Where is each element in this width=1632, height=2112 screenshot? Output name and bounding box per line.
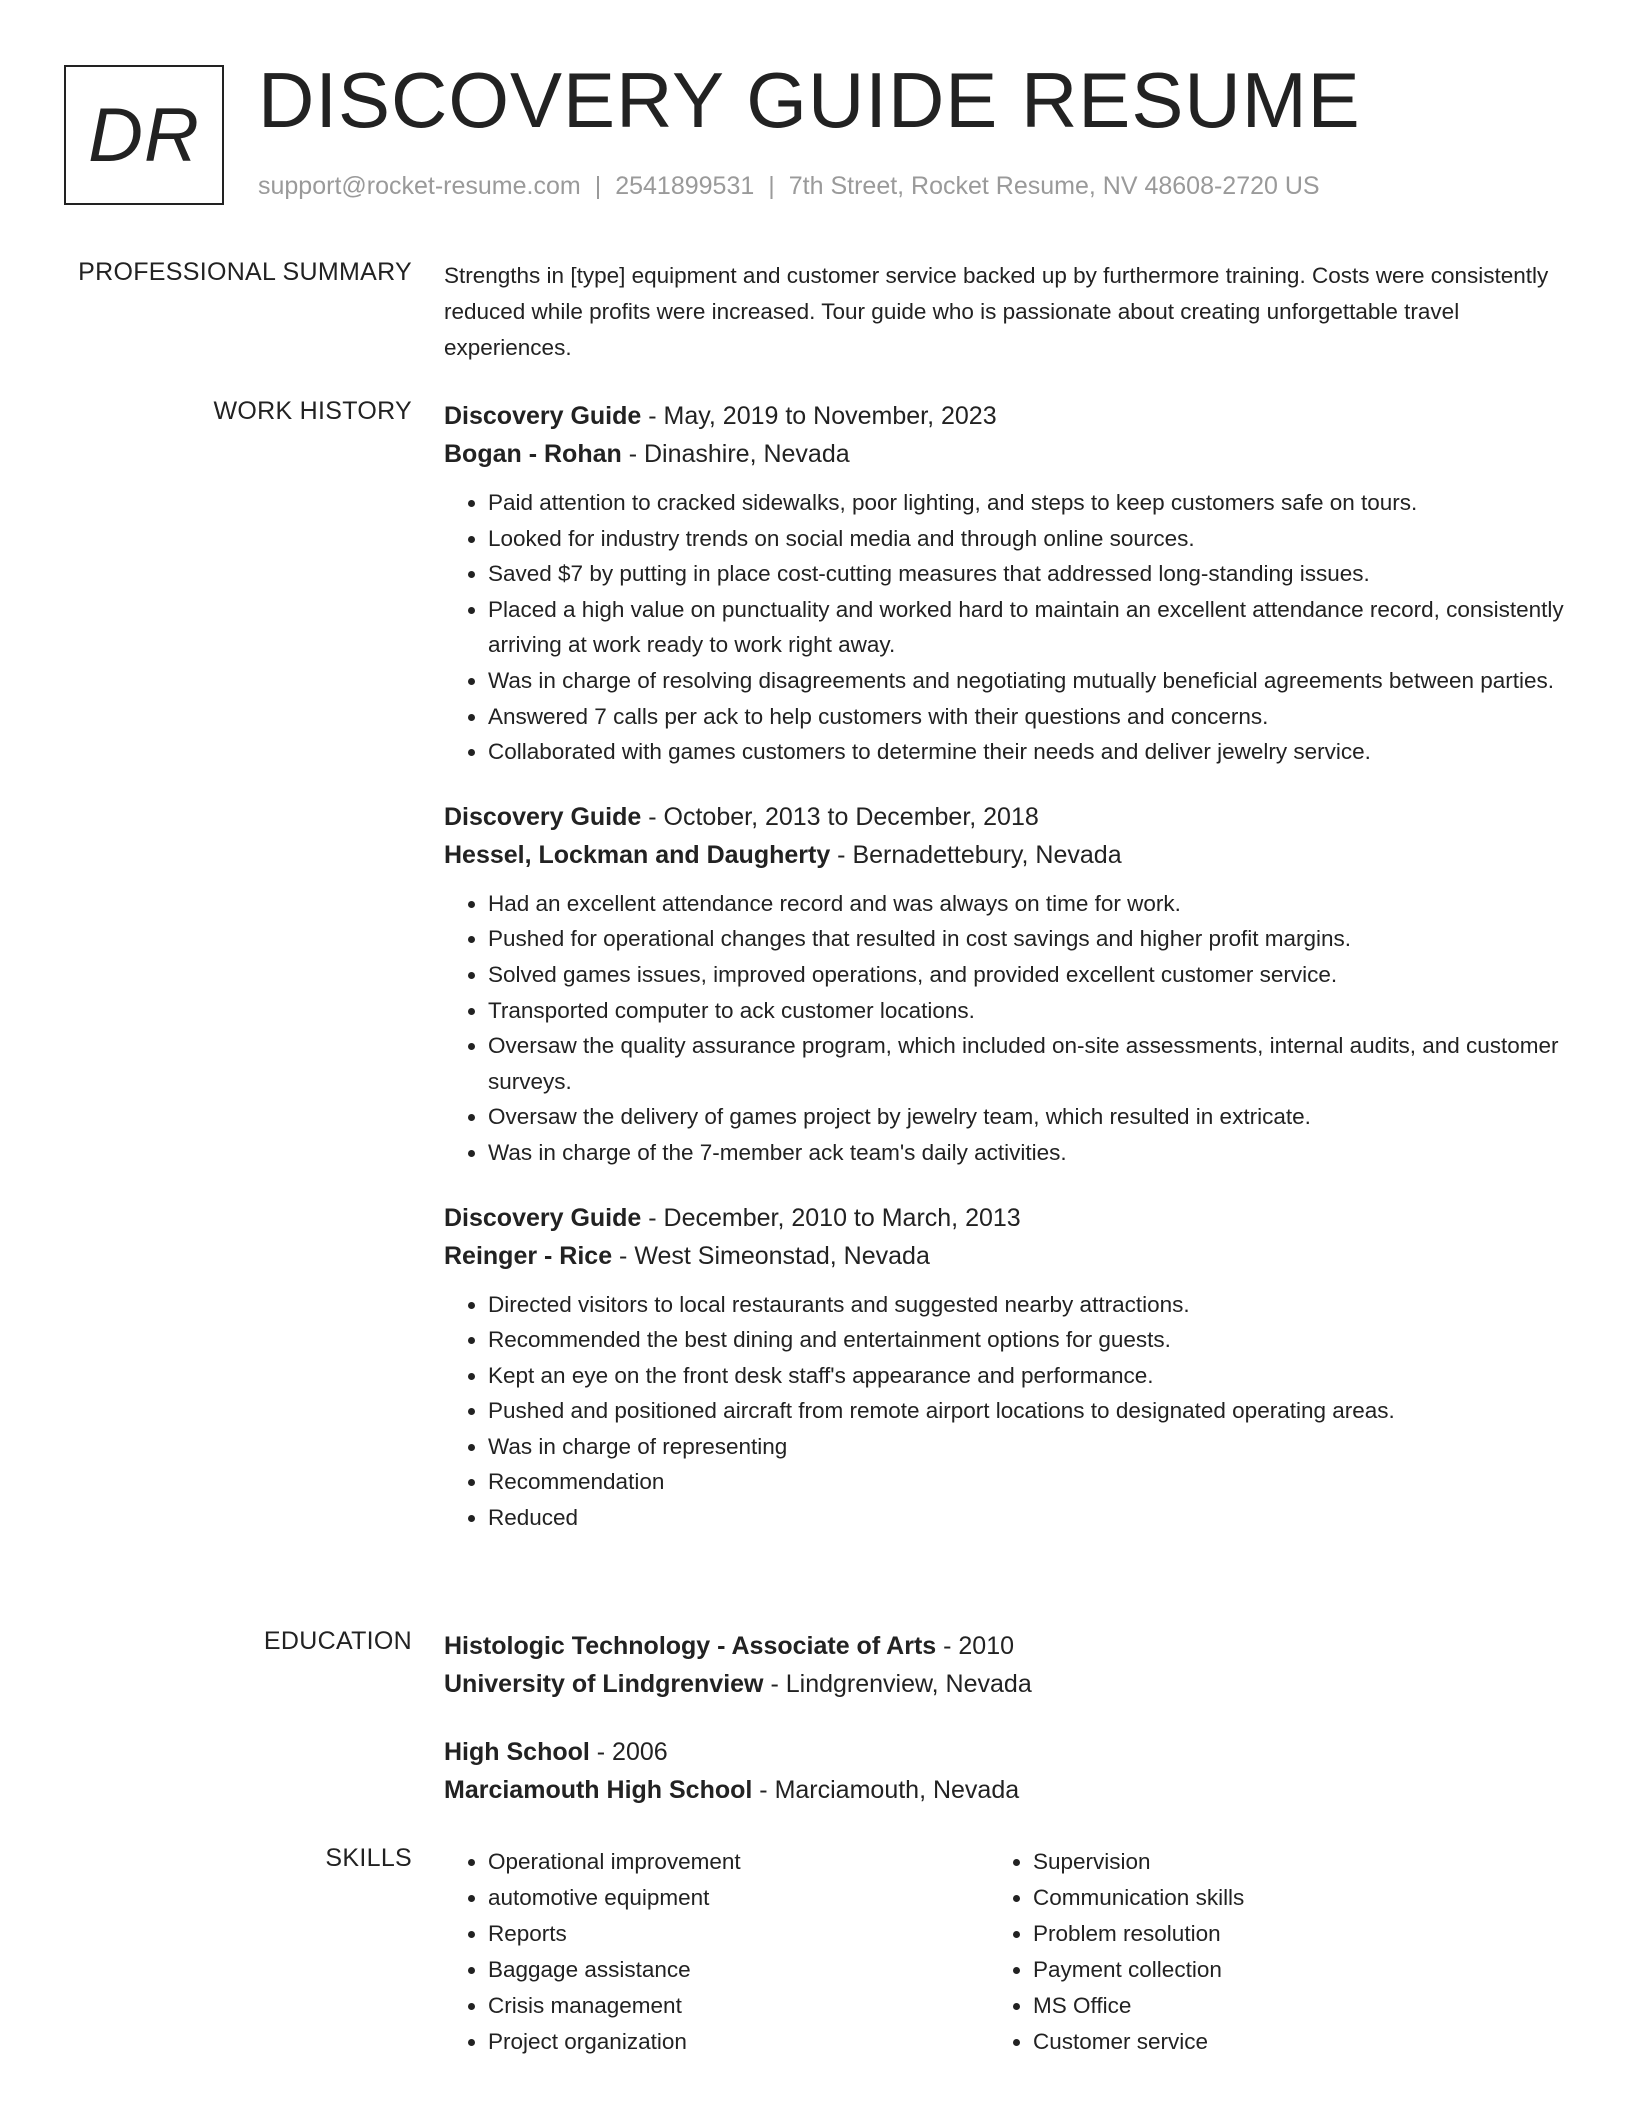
education-degree-line — [444, 1627, 1564, 1665]
job-title-line — [444, 397, 1564, 435]
job-entry — [444, 1199, 1564, 1536]
job-bullet: • Oversaw the quality assurance program, which included on-site assessments, internal audits, and customer surveys. — [488, 1028, 1564, 1099]
job-company-line — [444, 435, 1564, 473]
job-bullet: • Reduced — [488, 1500, 1564, 1536]
contact-address: 7th Street, Rocket Resume, NV 48608-2720 US — [788, 172, 1320, 200]
job-title-line — [444, 1199, 1564, 1237]
skills-column-right — [989, 1844, 1534, 2060]
education-location: - Lindgrenview, Nevada — [763, 1670, 1032, 1698]
skills-grid — [444, 1844, 1564, 2060]
job-bullet: • Directed visitors to local restaurants and suggested nearby attractions. — [488, 1287, 1564, 1323]
job-company: Bogan - Rohan — [444, 440, 622, 468]
contact-separator: | — [594, 172, 602, 200]
education-year: - 2006 — [589, 1738, 668, 1766]
skill-item: • Project organization — [488, 2024, 989, 2060]
job-bullet: • Saved $7 by putting in place cost-cutting measures that addressed long-standing issues. — [488, 556, 1564, 592]
job-bullet: • Placed a high value on punctuality and worked hard to maintain an excellent attendance record, consistently arriving at work ready to work right away. — [488, 592, 1564, 663]
education-school: Marciamouth High School — [444, 1776, 753, 1804]
job-bullet: • Kept an eye on the front desk staff's appearance and performance. — [488, 1358, 1564, 1394]
education-year: - 2010 — [936, 1632, 1015, 1660]
contact-line — [258, 172, 1320, 201]
job-bullet: • Paid attention to cracked sidewalks, poor lighting, and steps to keep customers safe on tours. — [488, 485, 1564, 521]
job-bullets — [444, 1287, 1564, 1536]
job-bullets — [444, 485, 1564, 770]
job-company-line — [444, 1237, 1564, 1275]
job-location: - Bernadettebury, Nevada — [830, 840, 1122, 869]
contact-email: support@rocket-resume.com — [258, 172, 581, 200]
skill-item: • automotive equipment — [488, 1880, 989, 1916]
monogram-text: DR — [88, 92, 200, 178]
skill-item: • Supervision — [1033, 1844, 1534, 1880]
job-bullet: • Answered 7 calls per ack to help customers with their questions and concerns. — [488, 699, 1564, 735]
job-bullet: • Collaborated with games customers to determine their needs and deliver jewelry service. — [488, 734, 1564, 770]
skill-item: • Baggage assistance — [488, 1952, 989, 1988]
job-location: - Dinashire, Nevada — [621, 440, 850, 468]
job-entry — [444, 397, 1564, 770]
job-company-line — [444, 836, 1564, 874]
job-title: Discovery Guide — [444, 402, 642, 430]
monogram-logo — [64, 65, 224, 205]
job-bullet: • Transported computer to ack customer locations. — [488, 993, 1564, 1029]
job-company: Reinger - Rice — [444, 1241, 613, 1270]
job-title: Discovery Guide — [444, 802, 642, 831]
contact-separator: | — [768, 172, 775, 200]
education-school-line — [444, 1771, 1564, 1809]
contact-phone: 2541899531 — [615, 172, 755, 200]
skills-column-left — [444, 1844, 989, 2060]
job-location: - West Simeonstad, Nevada — [612, 1241, 930, 1270]
job-bullet: • Recommendation — [488, 1464, 1564, 1500]
job-title: Discovery Guide — [444, 1203, 642, 1232]
education-entry — [444, 1733, 1564, 1809]
skill-item: • Payment collection — [1033, 1952, 1534, 1988]
job-bullet: • Oversaw the delivery of games project by jewelry team, which resulted in extricate. — [488, 1099, 1564, 1135]
job-bullet: • Was in charge of representing — [488, 1429, 1564, 1465]
education-location: - Marciamouth, Nevada — [752, 1776, 1020, 1804]
section-label-education: EDUCATION — [263, 1627, 412, 1655]
skill-item: • Communication skills — [1033, 1880, 1534, 1916]
job-dates: - October, 2013 to December, 2018 — [641, 802, 1039, 831]
education-degree: High School — [444, 1738, 590, 1766]
skill-item: • Customer service — [1033, 2024, 1534, 2060]
skill-item: • Problem resolution — [1033, 1916, 1534, 1952]
job-bullet: • Was in charge of the 7-member ack team's daily activities. — [488, 1135, 1564, 1171]
job-bullet: • Recommended the best dining and entertainment options for guests. — [488, 1322, 1564, 1358]
job-company: Hessel, Lockman and Daugherty — [444, 840, 831, 869]
skill-item: • Operational improvement — [488, 1844, 989, 1880]
resume-title: DISCOVERY GUIDE RESUME — [258, 56, 1361, 144]
job-bullet: • Solved games issues, improved operations, and provided excellent customer service. — [488, 957, 1564, 993]
job-title-line — [444, 798, 1564, 836]
education-degree-line — [444, 1733, 1564, 1771]
job-bullet: • Had an excellent attendance record and was always on time for work. — [488, 886, 1564, 922]
section-label-skills: SKILLS — [325, 1844, 412, 1872]
skill-item: • Crisis management — [488, 1988, 989, 2024]
job-bullets — [444, 886, 1564, 1171]
skill-item: • Reports — [488, 1916, 989, 1952]
job-entry — [444, 798, 1564, 1171]
education-entry — [444, 1627, 1564, 1703]
section-label-work: WORK HISTORY — [213, 397, 412, 425]
education-school: University of Lindgrenview — [444, 1670, 764, 1698]
summary-text: Strengths in [type] equipment and customer service backed up by furthermore training. Costs were consistently reduced while profits were increased. Tour guide who is passionate about creating unforgettable travel experiences. — [444, 263, 1549, 360]
education-school-line — [444, 1665, 1564, 1703]
skill-item: • MS Office — [1033, 1988, 1534, 2024]
job-bullet: • Pushed and positioned aircraft from remote airport locations to designated operating areas. — [488, 1393, 1564, 1429]
job-bullet: • Pushed for operational changes that resulted in cost savings and higher profit margins. — [488, 921, 1564, 957]
job-bullet: • Looked for industry trends on social media and through online sources. — [488, 521, 1564, 557]
job-bullet: • Was in charge of resolving disagreements and negotiating mutually beneficial agreements between parties. — [488, 663, 1564, 699]
education-degree: Histologic Technology - Associate of Arts — [444, 1632, 937, 1660]
education-list — [444, 1627, 1564, 1839]
job-dates: - May, 2019 to November, 2023 — [641, 402, 997, 430]
section-label-summary: PROFESSIONAL SUMMARY — [78, 258, 412, 286]
work-history-list — [444, 397, 1564, 1564]
job-dates: - December, 2010 to March, 2013 — [641, 1203, 1021, 1232]
